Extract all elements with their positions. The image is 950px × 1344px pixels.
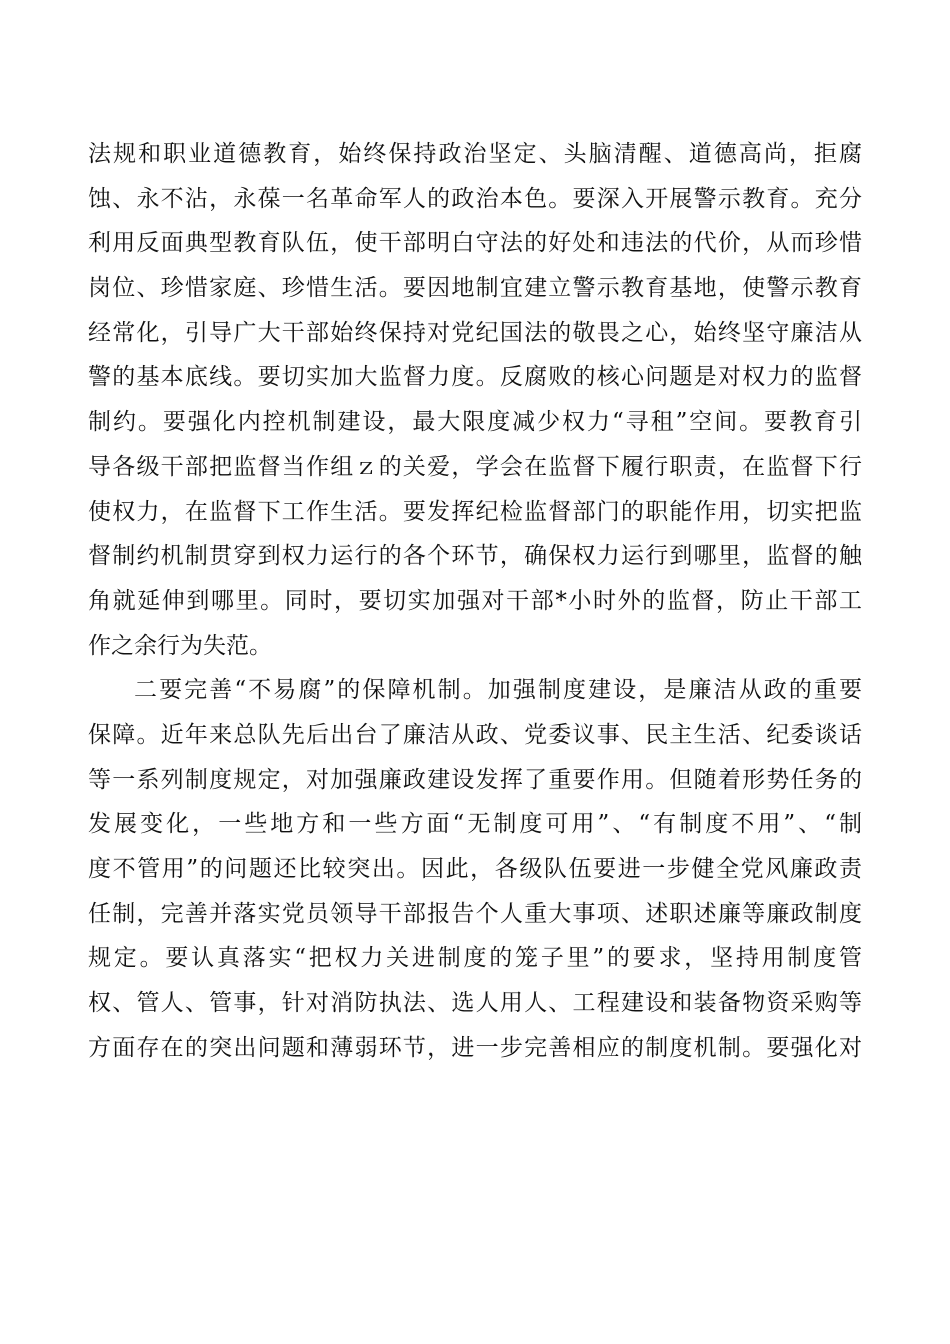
text-line: 岗位、珍惜家庭、珍惜生活。要因地制宜建立警示教育基地，使警示教育: [88, 275, 862, 302]
text-line: 制约。要强化内控机制建设，最大限度减少权力“寻租”空间。要教育引: [88, 409, 862, 436]
text-line: 使权力，在监督下工作生活。要发挥纪检监督部门的职能作用，切实把监: [88, 498, 862, 525]
text-line: 督制约机制贯穿到权力运行的各个环节，确保权力运行到哪里，监督的触: [88, 543, 862, 570]
paragraph-2: [88, 668, 862, 1070]
text-line: 任制，完善并落实党员领导干部报告个人重大事项、述职述廉等廉政制度: [88, 900, 862, 927]
text-line: 保障。近年来总队先后出台了廉洁从政、党委议事、民主生活、纪委谈话: [88, 721, 862, 748]
text-line: 利用反面典型教育队伍，使干部明白守法的好处和违法的代价，从而珍惜: [88, 230, 862, 257]
text-line: 警的基本底线。要切实加大监督力度。反腐败的核心问题是对权力的监督: [88, 364, 862, 391]
text-line: 方面存在的突出问题和薄弱环节，进一步完善相应的制度机制。要强化对: [88, 1034, 862, 1061]
text-line: 作之余行为失范。: [88, 632, 272, 659]
text-line: 度不管用”的问题还比较突出。因此，各级队伍要进一步健全党风廉政责: [88, 856, 862, 882]
text-line: 经常化，引导广大干部始终保持对党纪国法的敬畏之心，始终坚守廉洁从: [88, 319, 862, 346]
paragraph-1: [88, 132, 862, 668]
text-line: 发展变化，一些地方和一些方面“无制度可用”、“有制度不用”、“制: [88, 811, 862, 838]
text-line: 法规和职业道德教育，始终保持政治坚定、头脑清醒、道德高尚，拒腐: [88, 141, 862, 167]
text-line: 二要完善“不易腐”的保障机制。加强制度建设，是廉洁从政的重要: [134, 677, 862, 704]
document-body: [88, 132, 862, 1070]
text-line: 蚀、永不沾，永葆一名革命军人的政治本色。要深入开展警示教育。充分: [88, 185, 862, 212]
text-line: 角就延伸到哪里。同时，要切实加强对干部*小时外的监督，防止干部工: [88, 587, 862, 614]
text-line: 权、管人、管事，针对消防执法、选人用人、工程建设和装备物资采购等: [88, 990, 862, 1017]
text-line: 导各级干部把监督当作组ｚ的关爱，学会在监督下履行职责，在监督下行: [88, 453, 862, 480]
text-line: 等一系列制度规定，对加强廉政建设发挥了重要作用。但随着形势任务的: [88, 766, 862, 793]
text-line: 规定。要认真落实“把权力关进制度的笼子里”的要求，坚持用制度管: [88, 945, 862, 972]
